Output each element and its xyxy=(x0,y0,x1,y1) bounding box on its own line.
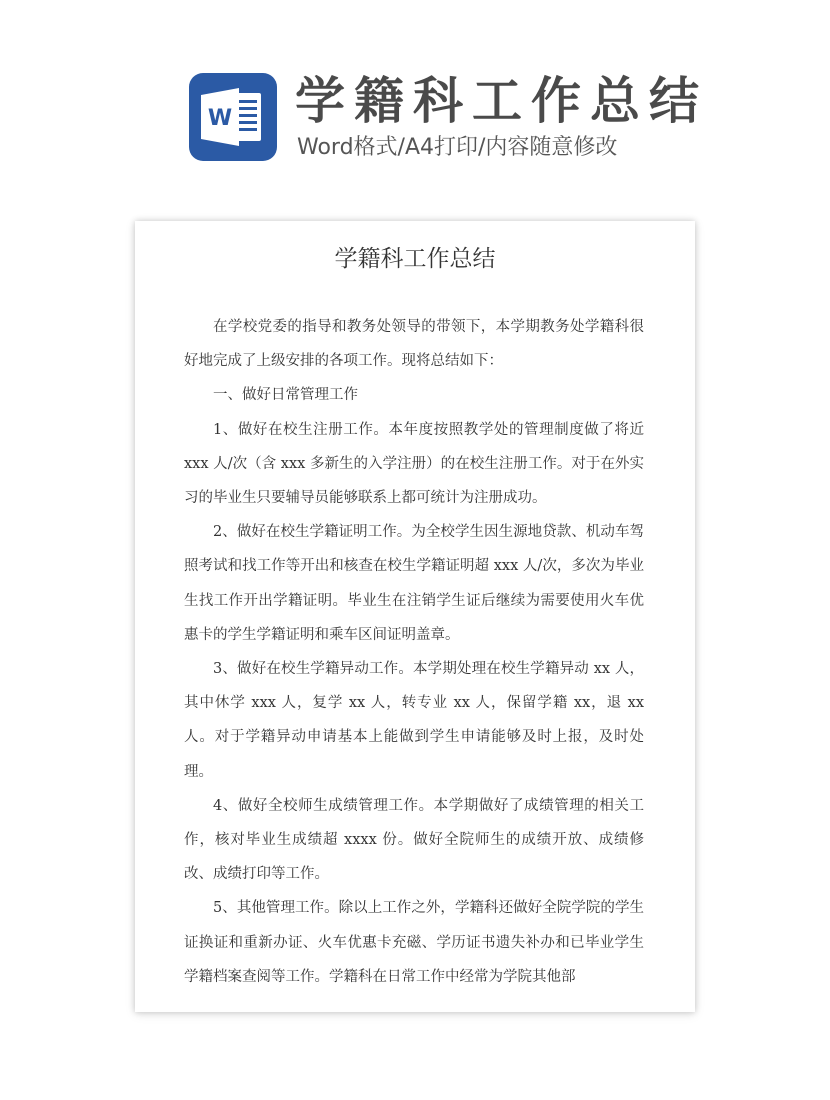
paragraph-item: 4、做好全校师生成绩管理工作。本学期做好了成绩管理的相关工作，核对毕业生成绩超 xxxx 份。做好全院师生的成绩开放、成绩修改、成绩打印等工作。 xyxy=(184,797,644,883)
document-page xyxy=(135,221,695,1012)
paragraph-item: 2、做好在校生学籍证明工作。为全校学生因生源地贷款、机动车驾照考试和找工作等开出和核查在校生学籍证明超 xxx 人/次，多次为毕业生找工作开出学籍证明。毕业生在注销学生证后继续为需要使用火车优惠卡的学生学籍证明和乘车区间证明盖章。 xyxy=(184,524,644,643)
section-heading: 一、做好日常管理工作 xyxy=(213,387,358,404)
header-banner xyxy=(189,73,749,163)
paragraph-intro: 在学校党委的指导和教务处领导的带领下，本学期教务处学籍科很好地完成了上级安排的各项工作。现将总结如下： xyxy=(184,319,644,370)
paragraph-item: 3、做好在校生学籍异动工作。本学期处理在校生学籍异动 xx 人，其中休学 xxx 人，复学 xx 人，转专业 xx 人，保留学籍 xx，退 xx 人。对于学籍异动申请基本上能做到学生申请能够及时上报，及时处理。 xyxy=(184,661,644,780)
document-body xyxy=(184,310,644,994)
document-title: 学籍科工作总结 xyxy=(334,246,496,272)
banner-title: 学籍科工作总结 xyxy=(295,72,708,130)
paragraph-item: 5、其他管理工作。除以上工作之外，学籍科还做好全院学院的学生证换证和重新办证、火车优惠卡充磁、学历证书遗失补办和已毕业学生学籍档案查阅等工作。学籍科在日常工作中经常为学院其他部 xyxy=(184,900,644,985)
word-document-icon xyxy=(189,73,277,161)
word-logo-letter: W xyxy=(207,106,233,131)
banner-subtitle: Word格式/A4打印/内容随意修改 xyxy=(297,135,618,160)
paragraph-item: 1、做好在校生注册工作。本年度按照教学处的管理制度做了将近 xxx 人/次（含 xxx 多新生的入学注册）的在校生注册工作。对于在外实习的毕业生只要辅导员能够联系上都可统计为注册成功。 xyxy=(184,421,644,507)
